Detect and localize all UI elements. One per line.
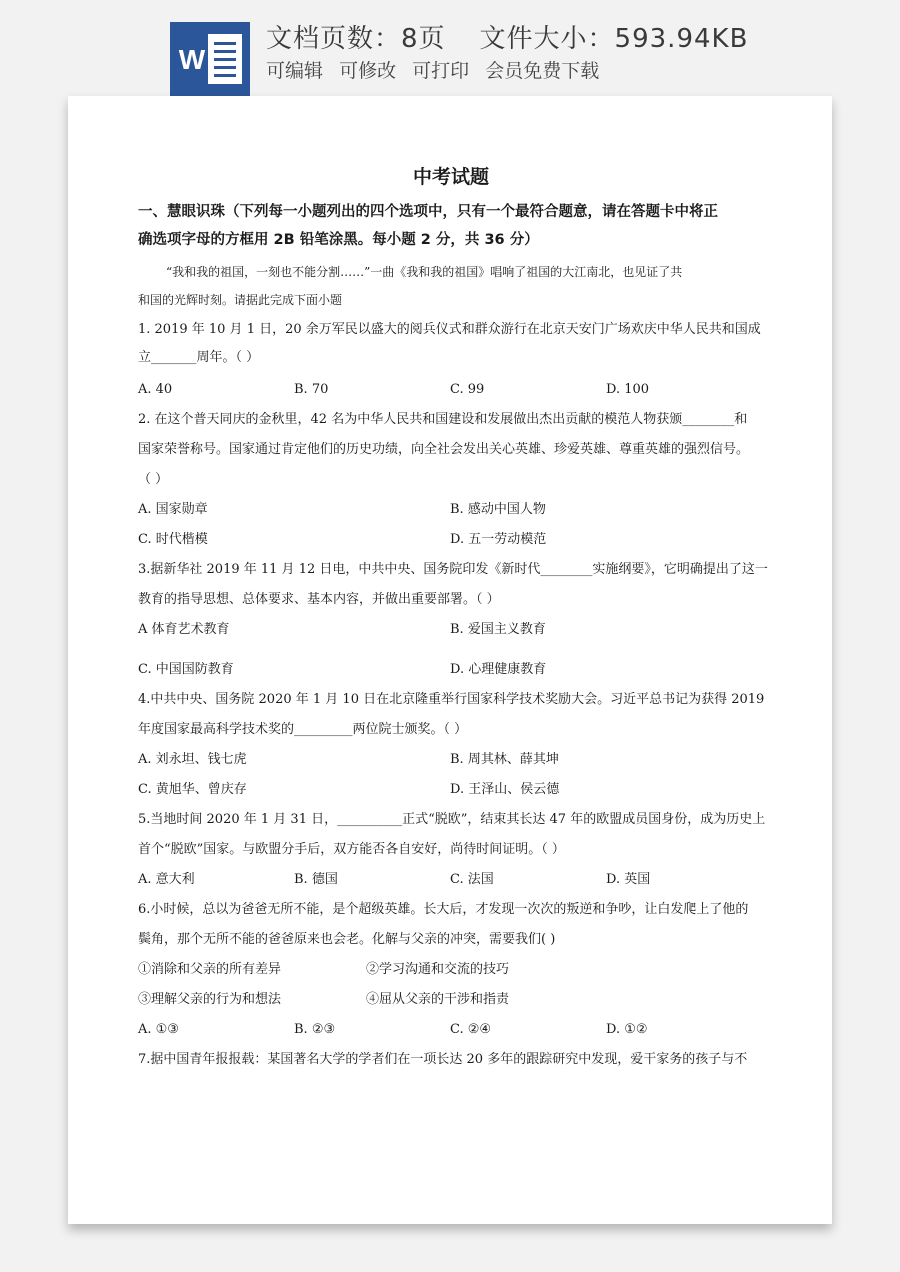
q1-option-a: A. 40	[138, 382, 173, 397]
q1-option-b: B. 70	[294, 382, 329, 397]
question-4-line: 4.中共中央、国务院 2020 年 1 月 10 日在北京隆重举行国家科学技术奖励大会。习近平总书记为获得 2019	[138, 692, 765, 707]
question-4-line: 年度国家最高科学技术奖的_________两位院士颁奖。（ ）	[138, 722, 468, 737]
q2-option-a: A. 国家勋章	[138, 502, 208, 517]
q2-option-d: D. 五一劳动模范	[450, 532, 547, 547]
question-3-line: 3.据新华社 2019 年 11 月 12 日电，中共中央、国务院印发《新时代________实施纲要》，它明确提出了这一	[138, 562, 768, 577]
q4-option-b: B. 周其林、薛其坤	[450, 752, 559, 767]
page-title: 中考试题	[412, 166, 489, 188]
question-6-line: 鬓角，那个无所不能的爸爸原来也会老。化解与父亲的冲突，需要我们( )	[138, 932, 556, 947]
q2-option-c: C. 时代楷模	[138, 532, 208, 547]
q5-option-a: A. 意大利	[138, 872, 195, 887]
page-count-label: 文档页数：8页	[266, 24, 446, 54]
section-heading-line: 一、慧眼识珠（下列每一小题列出的四个选项中，只有一个最符合题意，请在答题卡中将正	[138, 204, 718, 220]
question-2-line: （ ）	[138, 472, 169, 487]
document-page	[68, 96, 832, 1224]
q5-option-c: C. 法国	[450, 872, 494, 887]
feature-list	[266, 56, 609, 83]
q5-option-b: B. 德国	[294, 872, 338, 887]
q3-option-b: B. 爱国主义教育	[450, 622, 546, 637]
word-icon-letter: W	[178, 44, 206, 75]
feature-modifiable: 可修改	[339, 60, 397, 82]
intro-paragraph-line: 和国的光辉时刻。请据此完成下面小题	[138, 293, 343, 307]
document-info-header	[0, 0, 900, 100]
question-6-line: 6.小时候，总以为爸爸无所不能，是个超级英雄。长大后，才发现一次次的叛逆和争吵，让白发爬上了他的	[138, 902, 749, 917]
q6-option-c: C. ②④	[450, 1022, 492, 1037]
word-document-icon	[170, 22, 250, 96]
question-1-line: 立_______周年。（ ）	[138, 350, 260, 365]
feature-printable: 可打印	[412, 60, 470, 82]
q6-statement-1: ①消除和父亲的所有差异	[138, 962, 282, 977]
feature-editable: 可编辑	[266, 60, 324, 82]
q5-option-d: D. 英国	[606, 872, 651, 887]
q1-option-c: C. 99	[450, 382, 485, 397]
feature-member-download: 会员免费下载	[485, 60, 600, 82]
intro-paragraph-line: “我和我的祖国，一刻也不能分割……”一曲《我和我的祖国》唱响了祖国的大江南北，也见证了共	[166, 265, 683, 279]
q3-option-d: D. 心理健康教育	[450, 662, 547, 677]
q3-option-c: C. 中国国防教育	[138, 662, 234, 677]
section-heading-line: 确选项字母的方框用 2B 铅笔涂黑。每小题 2 分，共 36 分）	[138, 232, 539, 248]
question-5-line: 5.当地时间 2020 年 1 月 31 日，__________正式“脱欧”，结束其长达 47 年的欧盟成员国身份，成为历史上	[138, 812, 766, 827]
question-1-line: 1. 2019 年 10 月 1 日，20 余万军民以盛大的阅兵仪式和群众游行在北京天安门广场欢庆中华人民共和国成	[138, 322, 761, 337]
file-size-label: 文件大小：593.94KB	[479, 24, 749, 54]
q4-option-d: D. 王泽山、侯云德	[450, 782, 560, 797]
q2-option-b: B. 感动中国人物	[450, 502, 546, 517]
q6-option-d: D. ①②	[606, 1022, 648, 1037]
q6-option-a: A. ①③	[138, 1022, 179, 1037]
q6-statement-2: ②学习沟通和交流的技巧	[366, 962, 510, 977]
q6-statement-3: ③理解父亲的行为和想法	[138, 992, 282, 1007]
question-5-line: 首个“脱欧”国家。与欧盟分手后，双方能否各自安好，尚待时间证明。（ ）	[138, 842, 565, 857]
question-7-line: 7.据中国青年报报载：某国著名大学的学者们在一项长达 20 多年的跟踪研究中发现，爱干家务的孩子与不	[138, 1052, 748, 1067]
q4-option-c: C. 黄旭华、曾庆存	[138, 782, 247, 797]
question-2-line: 2. 在这个普天同庆的金秋里，42 名为中华人民共和国建设和发展做出杰出贡献的模范人物获颁________和	[138, 412, 748, 427]
q3-option-a: A 体育艺术教育	[138, 622, 230, 637]
document-stats	[266, 18, 748, 55]
q4-option-a: A. 刘永坦、钱七虎	[138, 752, 247, 767]
question-3-line: 教育的指导思想、总体要求、基本内容，并做出重要部署。（ ）	[138, 592, 500, 607]
q6-statement-4: ④屈从父亲的干涉和指责	[366, 992, 510, 1007]
q1-option-d: D. 100	[606, 382, 650, 397]
q6-option-b: B. ②③	[294, 1022, 336, 1037]
question-2-line: 国家荣誉称号。国家通过肯定他们的历史功绩，向全社会发出关心英雄、珍爱英雄、尊重英雄的强烈信号。	[138, 442, 750, 457]
